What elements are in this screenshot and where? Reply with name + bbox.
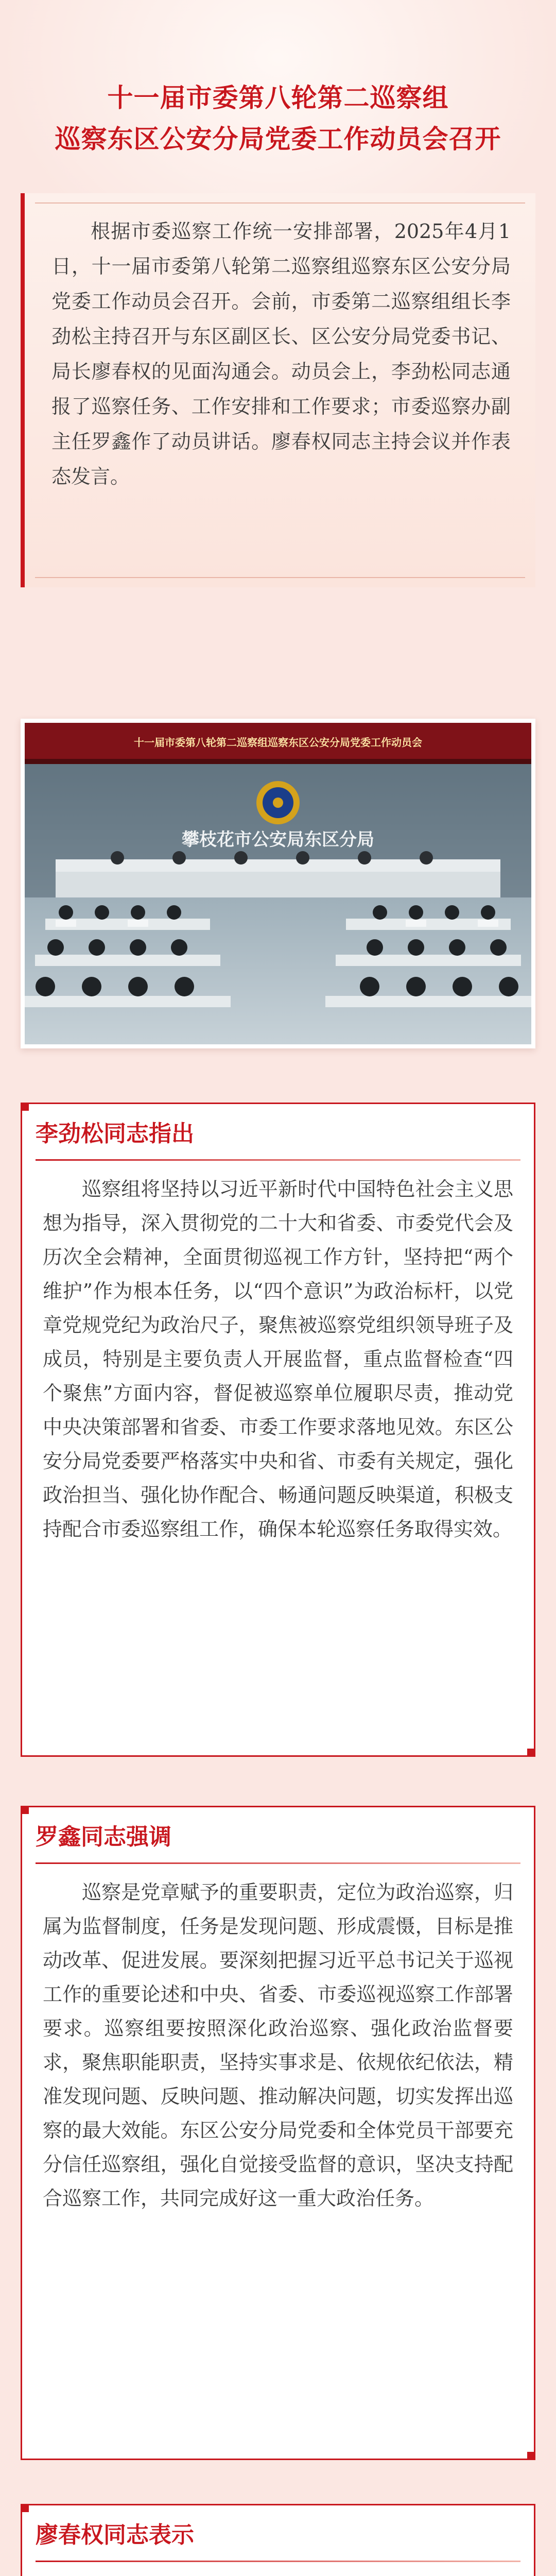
section-body: 巡察是党章赋予的重要职责，定位为政治巡察，归属为监督制度，任务是发现问题、形成震慑，目标是推动改革、促进发展。要深刻把握习近平总书记关于巡视工作的重要论述和中央、省委、市委巡视巡察工作部署要求。巡察组要按照深化政治巡察、强化政治监督要求，聚焦职能职责，坚持实事求是、依规依纪依法，精准发现问题、反映问题、推动解决问题，切实发挥出巡察的最大效能。东区公安分局党委和全体党员干部要充分信任巡察组，强化自觉接受监督的意识，坚决支持配合巡察工作，共同完成好这一重大政治任务。	[43, 1881, 513, 2210]
corner-decoration	[527, 1749, 535, 1757]
photo-banner: 十一届市委第八轮第二巡察组巡察东区公安分局党委工作动员会	[134, 737, 422, 749]
section-liao-chunquan	[21, 2504, 535, 2576]
meeting-photo-illustration	[25, 723, 531, 1044]
intro-text: 根据市委巡察工作统一安排部署，2025年4月1日，十一届市委第八轮第二巡察组巡察东区公安分局党委工作动员会召开。会前，市委第二巡察组组长李劲松主持召开与东区副区长、区公安分局党委书记、局长廖春权的见面沟通会。动员会上，李劲松同志通报了巡察任务、工作安排和工作要求；市委巡察办副主任罗鑫作了动员讲话。廖春权同志主持会议并作表态发言。	[51, 220, 511, 488]
section-body: 巡察组将坚持以习近平新时代中国特色社会主义思想为指导，深入贯彻党的二十大和省委、市委党代会及历次全会精神，全面贯彻巡视工作方针，坚持把“两个维护”作为根本任务，以“四个意识”为政治标杆，以党章党规党纪为政治尺子，聚焦被巡察党组织领导班子及成员，特别是主要负责人开展监督，重点监督检查“四个聚焦”方面内容，督促被巡察单位履职尽责，推动党中央决策部署和省委、市委工作要求落地见效。东区公安分局党委要严格落实中央和省、市委有关规定，强化政治担当、强化协作配合、畅通问题反映渠道，积极支持配合市委巡察组工作，确保本轮巡察任务取得实效。	[43, 1178, 513, 1540]
divider	[35, 577, 525, 578]
intro-card	[21, 193, 535, 587]
divider	[35, 202, 525, 204]
photo-building-sign: 攀枝花市公安局东区分局	[182, 830, 374, 850]
section-title: 廖春权同志表示	[22, 2505, 534, 2562]
section-body	[22, 2562, 534, 2576]
page-header	[0, 77, 556, 160]
section-luo-xin	[21, 1806, 535, 2460]
section-title: 罗鑫同志强调	[22, 1807, 534, 1864]
corner-decoration	[527, 2452, 535, 2460]
title-line-1: 十一届市委第八轮第二巡察组	[107, 82, 449, 113]
section-title: 李劲松同志指出	[22, 1104, 534, 1161]
title-line-2: 巡察东区公安分局党委工作动员会召开	[55, 124, 501, 154]
section-li-jinsong	[21, 1103, 535, 1757]
meeting-photo	[21, 719, 535, 1048]
